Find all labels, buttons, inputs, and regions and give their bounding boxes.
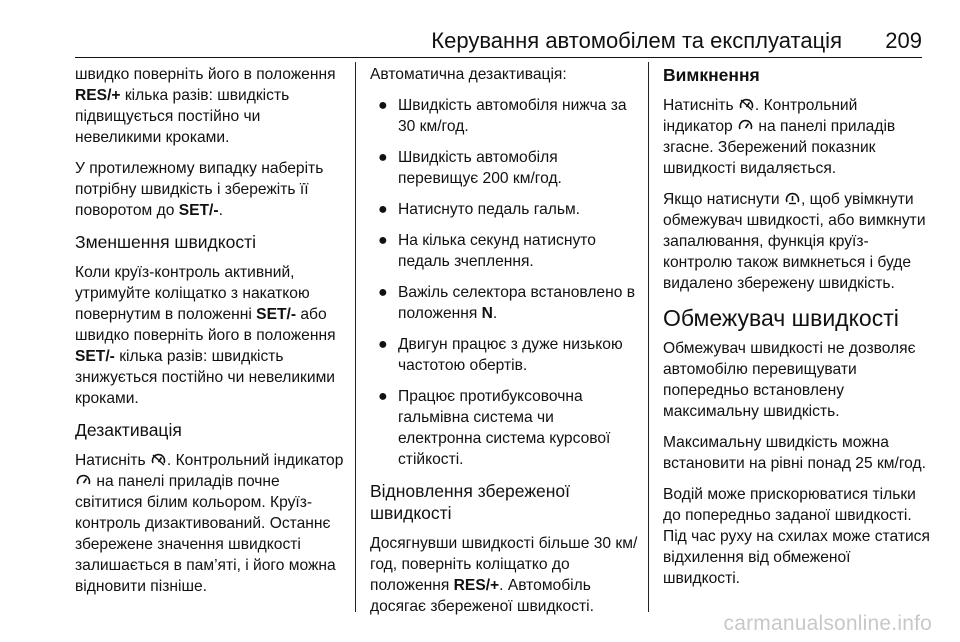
- paragraph-restore-speed: Досягнувши швидкості більше 30 км/год, поверніть коліщатко до положення RES/+. Автомобіль досягає збереженої швидкості.: [370, 535, 638, 615]
- cruise-control-off-icon: [151, 453, 166, 466]
- list-item: ● Двигун працює з дуже низькою частотою обертів.: [378, 336, 623, 374]
- cruise-control-indicator-icon: [76, 474, 91, 487]
- heading-restore-speed: Відновлення збереженої швидкості: [370, 481, 571, 523]
- paragraph-switch-off: Натисніть . Контрольний індикатор на панелі приладів згасне. Збережений показник швидкості видаляється.: [663, 97, 896, 177]
- list-item: ● Швидкість автомобіля нижча за 30 км/год.: [378, 97, 627, 135]
- page-title: Керування автомобілем та експлуатація: [431, 28, 842, 53]
- page-header: [0, 0, 960, 60]
- res-plus-label: RES/+: [75, 87, 121, 104]
- cruise-control-off-icon: [739, 98, 754, 111]
- paragraph-limiter-desc: Обмежувач швидкості не дозволяє автомобілю перевищувати попередньо встановлену максимальну швидкість.: [663, 340, 916, 420]
- list-item: ● Натиснуто педаль гальм.: [378, 201, 581, 218]
- list-item: ● Працює протибуксовочна гальмівна система чи електронна система курсової стійкості.: [378, 388, 611, 468]
- cruise-control-indicator-icon: [738, 119, 753, 132]
- column-divider-left: [355, 62, 356, 612]
- paragraph-auto-deactivation: Автоматична дезактивація:: [370, 66, 567, 83]
- heading-speed-limiter: Обмежувач швидкості: [663, 305, 899, 331]
- list-item: ● Швидкість автомобіля перевищує 200 км/год.: [378, 149, 562, 187]
- paragraph-limiter-driver: Водій може прискорюватися тільки до попередньо заданої швидкості. Під час руху на схилах може статися відхилення від обмеженої швидкості.: [663, 486, 930, 587]
- paragraph-limiter-max: Максимальну швидкість можна встановити на рівні понад 25 км/год.: [663, 434, 926, 472]
- paragraph-decrease-speed: Коли круїз-контроль активний, утримуйте коліщатко з накаткою повернутим в положенні SET/- або швидко поверніть його в положення SET/- кілька разів: швидкість знижується постійно чи невеликими кроками.: [75, 264, 336, 407]
- watermark: carmanualsonline.info: [723, 612, 932, 635]
- heading-decrease-speed: Зменшення швидкості: [75, 232, 256, 252]
- paragraph-increase-speed: швидко поверніть його в положення RES/+ кілька разів: швидкість підвищується постійно чи невеликими кроками.: [75, 66, 336, 146]
- paragraph-limiter-switch: Якщо натиснути , щоб увімкнути обмежувач швидкості, або вимкнути запалювання, функція круїз-контролю також вимкнеться і буде видалено збережену швидкість.: [663, 191, 926, 292]
- list-item: ● На кілька секунд натиснуто педаль зчеплення.: [378, 232, 596, 270]
- gear-n-label: N: [481, 305, 493, 322]
- column-2: [370, 64, 638, 627]
- paragraph-deactivation: Натисніть . Контрольний індикатор на панелі приладів почне світитися білим кольором. Круїз-контроль дизактивований. Останнє збережене значення швидкості залишається в пам’яті, і його можна відновити пізніше.: [75, 452, 344, 595]
- column-3: [663, 64, 931, 599]
- paragraph-set-speed: У протилежному випадку наберіть потрібну швидкість і збережіть її поворотом до SET/-.: [75, 160, 324, 219]
- set-minus-label: SET/-: [178, 202, 219, 219]
- auto-deactivation-list: [370, 95, 638, 470]
- column-divider-right: [648, 62, 649, 612]
- speed-limiter-icon: [785, 192, 800, 205]
- header-divider: [75, 57, 922, 58]
- heading-switch-off: Вимкнення: [663, 65, 760, 85]
- column-1: [75, 64, 345, 607]
- list-item: ● Важіль селектора встановлено в положення N.: [378, 284, 635, 322]
- page-number: 209: [885, 28, 922, 53]
- heading-deactivation: Дезактивація: [75, 420, 182, 440]
